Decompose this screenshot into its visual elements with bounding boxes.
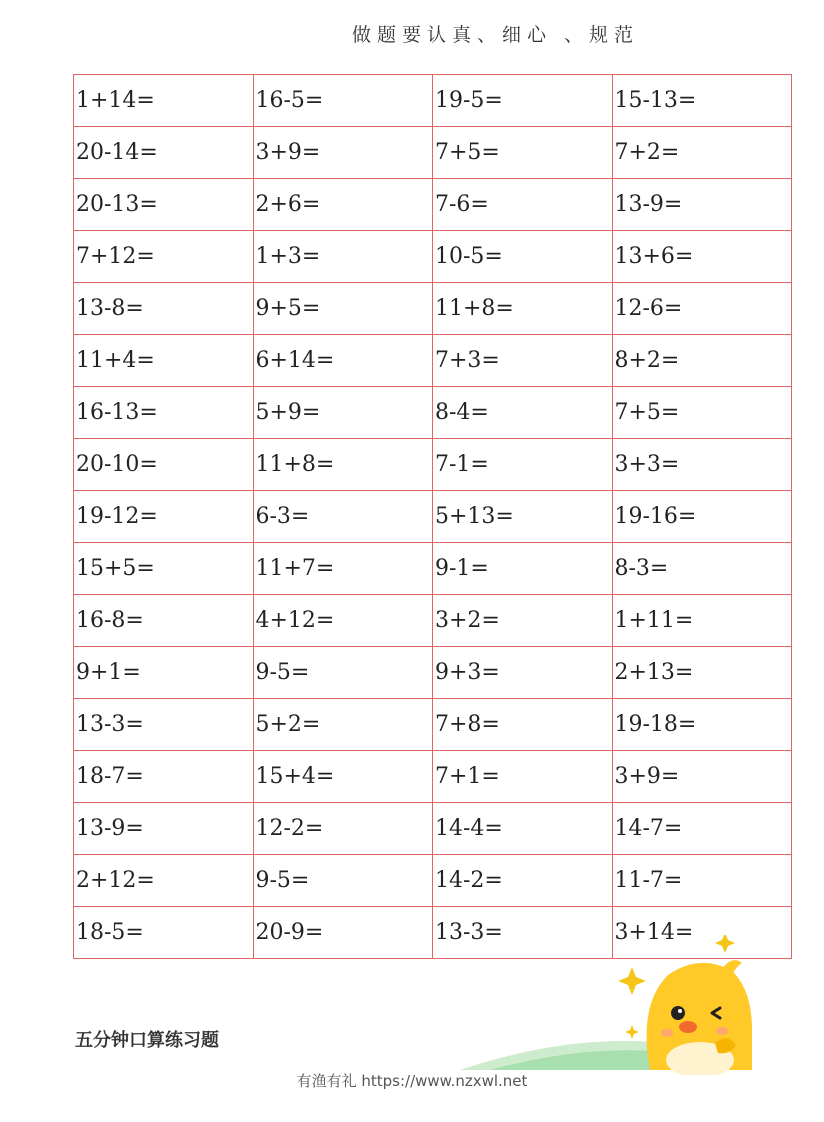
grid-body [74,75,792,959]
table-row [74,439,792,491]
problem-cell: 16-8= [74,595,254,647]
header-title: 做题要认真、细心 、规范 [352,24,640,46]
table-row [74,647,792,699]
problem-cell: 13-8= [74,283,254,335]
problem-cell: 13-9= [612,179,792,231]
chick-eye-left [671,1006,685,1020]
problem-cell: 5+9= [253,387,433,439]
problem-cell: 19-18= [612,699,792,751]
problem-cell: 15+5= [74,543,254,595]
problem-cell: 3+14= [612,907,792,959]
problem-cell: 7+1= [433,751,613,803]
problem-cell: 14-4= [433,803,613,855]
problem-cell: 9-1= [433,543,613,595]
problem-cell: 9+5= [253,283,433,335]
table-row [74,543,792,595]
table-row [74,491,792,543]
problem-cell: 11+8= [433,283,613,335]
problem-cell: 15-13= [612,75,792,127]
problem-cell: 10-5= [433,231,613,283]
problem-cell: 20-9= [253,907,433,959]
footer-title: 五分钟口算练习题 [75,1030,219,1051]
problem-cell: 15+4= [253,751,433,803]
problem-cell: 3+2= [433,595,613,647]
problem-cell: 20-13= [74,179,254,231]
table-row [74,75,792,127]
sparkle-icon-small [625,1025,639,1039]
problem-cell: 2+6= [253,179,433,231]
problem-cell: 18-5= [74,907,254,959]
table-row [74,855,792,907]
problem-cell: 3+9= [612,751,792,803]
sparkle-icon-top [715,935,735,953]
problem-cell: 18-7= [74,751,254,803]
problem-cell: 13-3= [74,699,254,751]
watermark-text: 有渔有礼 https://www.nzxwl.net [296,1072,528,1090]
sparkle-icon-large [618,967,646,995]
problem-cell: 16-5= [253,75,433,127]
problem-cell: 1+14= [74,75,254,127]
problem-cell: 5+2= [253,699,433,751]
table-row [74,803,792,855]
problem-cell: 20-10= [74,439,254,491]
table-row [74,387,792,439]
table-row [74,283,792,335]
problem-cell: 13+6= [612,231,792,283]
problem-cell: 7+12= [74,231,254,283]
problem-cell: 8-4= [433,387,613,439]
problem-cell: 3+3= [612,439,792,491]
problem-cell: 8+2= [612,335,792,387]
problem-cell: 11+7= [253,543,433,595]
table-row [74,751,792,803]
problem-cell: 19-16= [612,491,792,543]
problem-cell: 6-3= [253,491,433,543]
problem-cell: 14-2= [433,855,613,907]
problem-cell: 9+1= [74,647,254,699]
table-row [74,335,792,387]
problem-cell: 20-14= [74,127,254,179]
table-row [74,127,792,179]
problem-cell: 1+3= [253,231,433,283]
problem-cell: 7+2= [612,127,792,179]
problem-cell: 2+12= [74,855,254,907]
problem-cell: 6+14= [253,335,433,387]
problem-cell: 11-7= [612,855,792,907]
table-row [74,179,792,231]
problem-cell: 9-5= [253,647,433,699]
problem-cell: 13-9= [74,803,254,855]
problem-cell: 12-2= [253,803,433,855]
arithmetic-grid [73,74,792,959]
problem-cell: 5+13= [433,491,613,543]
problem-cell: 4+12= [253,595,433,647]
problem-cell: 7+5= [433,127,613,179]
problem-cell: 1+11= [612,595,792,647]
problem-cell: 11+8= [253,439,433,491]
problem-cell: 19-5= [433,75,613,127]
problem-cell: 19-12= [74,491,254,543]
table-row [74,231,792,283]
chick-beak [679,1021,697,1033]
problem-cell: 3+9= [253,127,433,179]
problem-cell: 2+13= [612,647,792,699]
table-row [74,595,792,647]
problem-cell: 7+8= [433,699,613,751]
problem-cell: 7-1= [433,439,613,491]
problem-cell: 7-6= [433,179,613,231]
problem-cell: 9-5= [253,855,433,907]
problem-cell: 14-7= [612,803,792,855]
table-row [74,699,792,751]
problem-cell: 8-3= [612,543,792,595]
problem-cell: 7+5= [612,387,792,439]
chick-mascot-icon [460,935,760,1075]
problem-cell: 13-3= [433,907,613,959]
problem-cell: 9+3= [433,647,613,699]
problem-cell: 7+3= [433,335,613,387]
problem-cell: 16-13= [74,387,254,439]
problem-cell: 12-6= [612,283,792,335]
problem-cell: 11+4= [74,335,254,387]
